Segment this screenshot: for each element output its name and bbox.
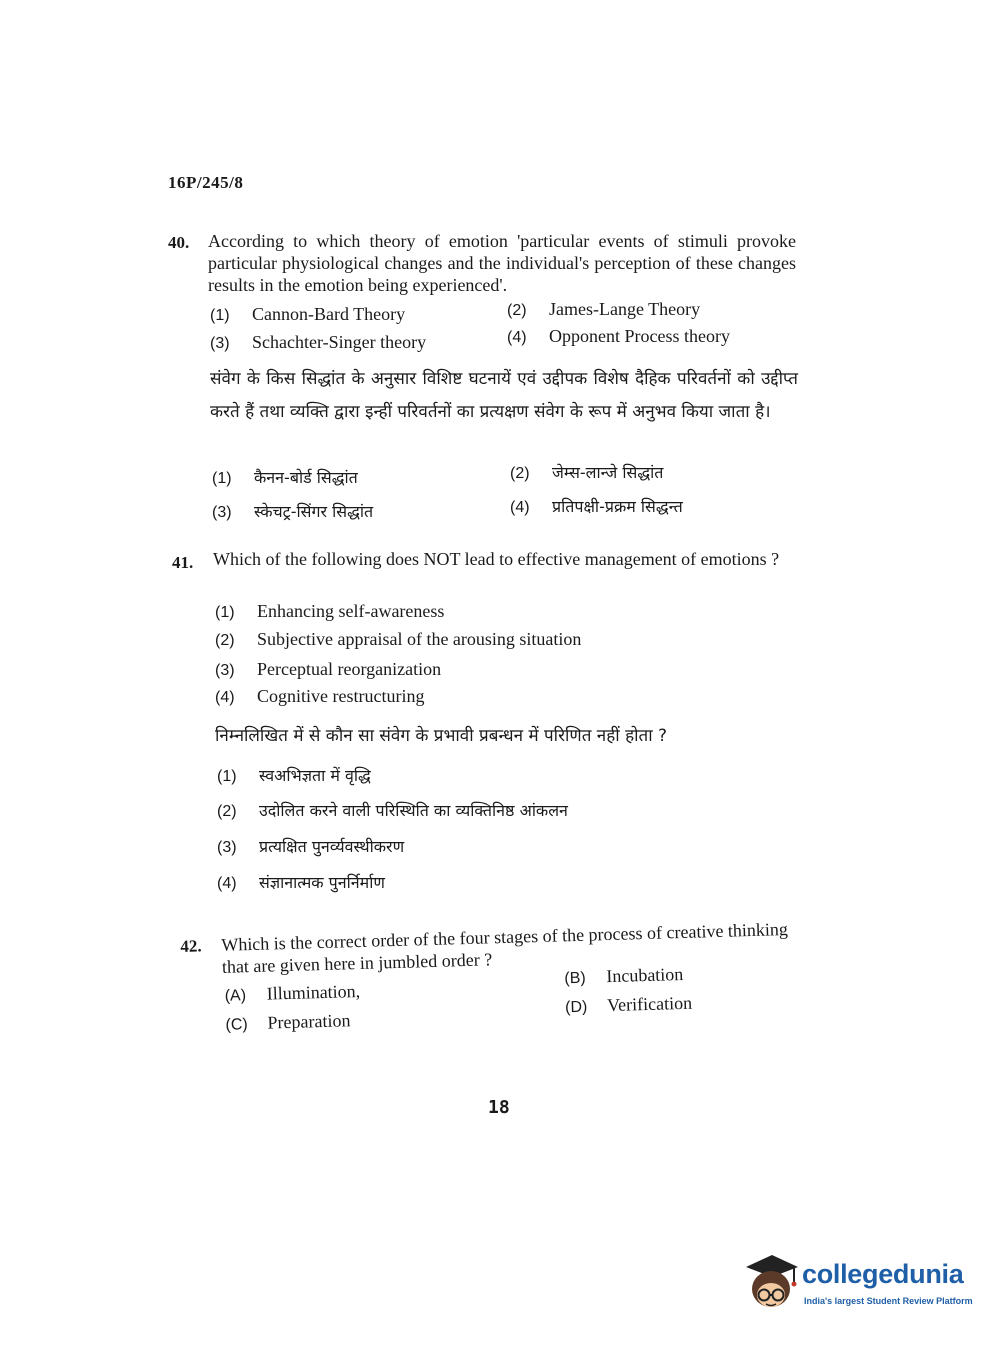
q40-option-hi-4: (4) प्रतिपक्षी-प्रक्रम सिद्धन्त (510, 497, 683, 516)
q40-option-hi-1: (1) कैनन-बोर्ड सिद्धांत (212, 468, 358, 487)
q42-number: 42. (180, 936, 202, 956)
q42-block (180, 917, 813, 1045)
q42-option-a: (A) Illumination, (224, 980, 361, 1005)
q41-text-en: Which of the following does NOT lead to effective management of emotions ? (213, 549, 780, 569)
q40-text-en: According to which theory of emotion 'particular events of stimuli provoke particular physiological changes and the individual's perception of these changes results in the emotion being experienced'. (208, 231, 796, 295)
q41-option-hi-2: (2) उदोलित करने वाली परिस्थिति का व्यक्तिनिष्ठ आंकलन (217, 801, 568, 820)
q40-option-3: (3) Schachter-Singer theory (210, 332, 427, 352)
q41-option-hi-3: (3) प्रत्यक्षित पुनर्व्यवस्थीकरण (217, 837, 405, 856)
q40-option-hi-3: (3) स्केचट्र-सिंगर सिद्धांत (212, 502, 374, 521)
q40-option-4: (4) Opponent Process theory (507, 326, 730, 346)
logo-name: collegedunia (802, 1259, 964, 1289)
q40-option-hi-2: (2) जेम्स-लान्जे सिद्धांत (510, 463, 664, 482)
q41-option-3: (3) Perceptual reorganization (215, 659, 442, 679)
q41-text-hi: निम्नलिखित में से कौन सा संवेग के प्रभावी प्रबन्धन में परिणित नहीं होता ? (215, 726, 668, 746)
q40-number: 40. (168, 233, 190, 252)
q42-text-en: Which is the correct order of the four stages of the process of creative thinking that are given here in jumbled order ? (221, 919, 789, 977)
q41-number: 41. (172, 553, 194, 572)
q41-option-1: (1) Enhancing self-awareness (215, 601, 445, 621)
q40-option-2: (2) James-Lange Theory (507, 299, 701, 319)
paper-code: 16P/245/8 (168, 173, 244, 192)
q41-option-2: (2) Subjective appraisal of the arousing situation (215, 629, 582, 649)
q40-text-hi: संवेग के किस सिद्धांत के अनुसार विशिष्ट घटनायें एवं उद्दीपक विशेष दैहिक परिवर्तनों को उद्दीप्त करते हैं तथा व्यक्ति द्वारा इन्हीं परिवर्तनों का प्रत्यक्षण संवेग के रूप में अनुभव किया जाता है। (210, 369, 798, 422)
logo-tagline: India's largest Student Review Platform (804, 1296, 973, 1306)
q40-option-1: (1) Cannon-Bard Theory (210, 304, 406, 324)
collegedunia-logo (742, 1253, 974, 1313)
q42-option-c: (C) Preparation (225, 1010, 351, 1034)
q42-option-d: (D) Verification (564, 992, 693, 1017)
q42-option-b: (B) Incubation (564, 963, 684, 988)
q41-option-hi-1: (1) स्वअभिज्ञता में वृद्धि (217, 766, 371, 785)
page-number: 18 (488, 1097, 510, 1118)
q41-option-4: (4) Cognitive restructuring (215, 686, 425, 706)
mascot-icon (742, 1253, 800, 1311)
q41-option-hi-4: (4) संज्ञानात्मक पुनर्निर्माण (217, 873, 385, 892)
